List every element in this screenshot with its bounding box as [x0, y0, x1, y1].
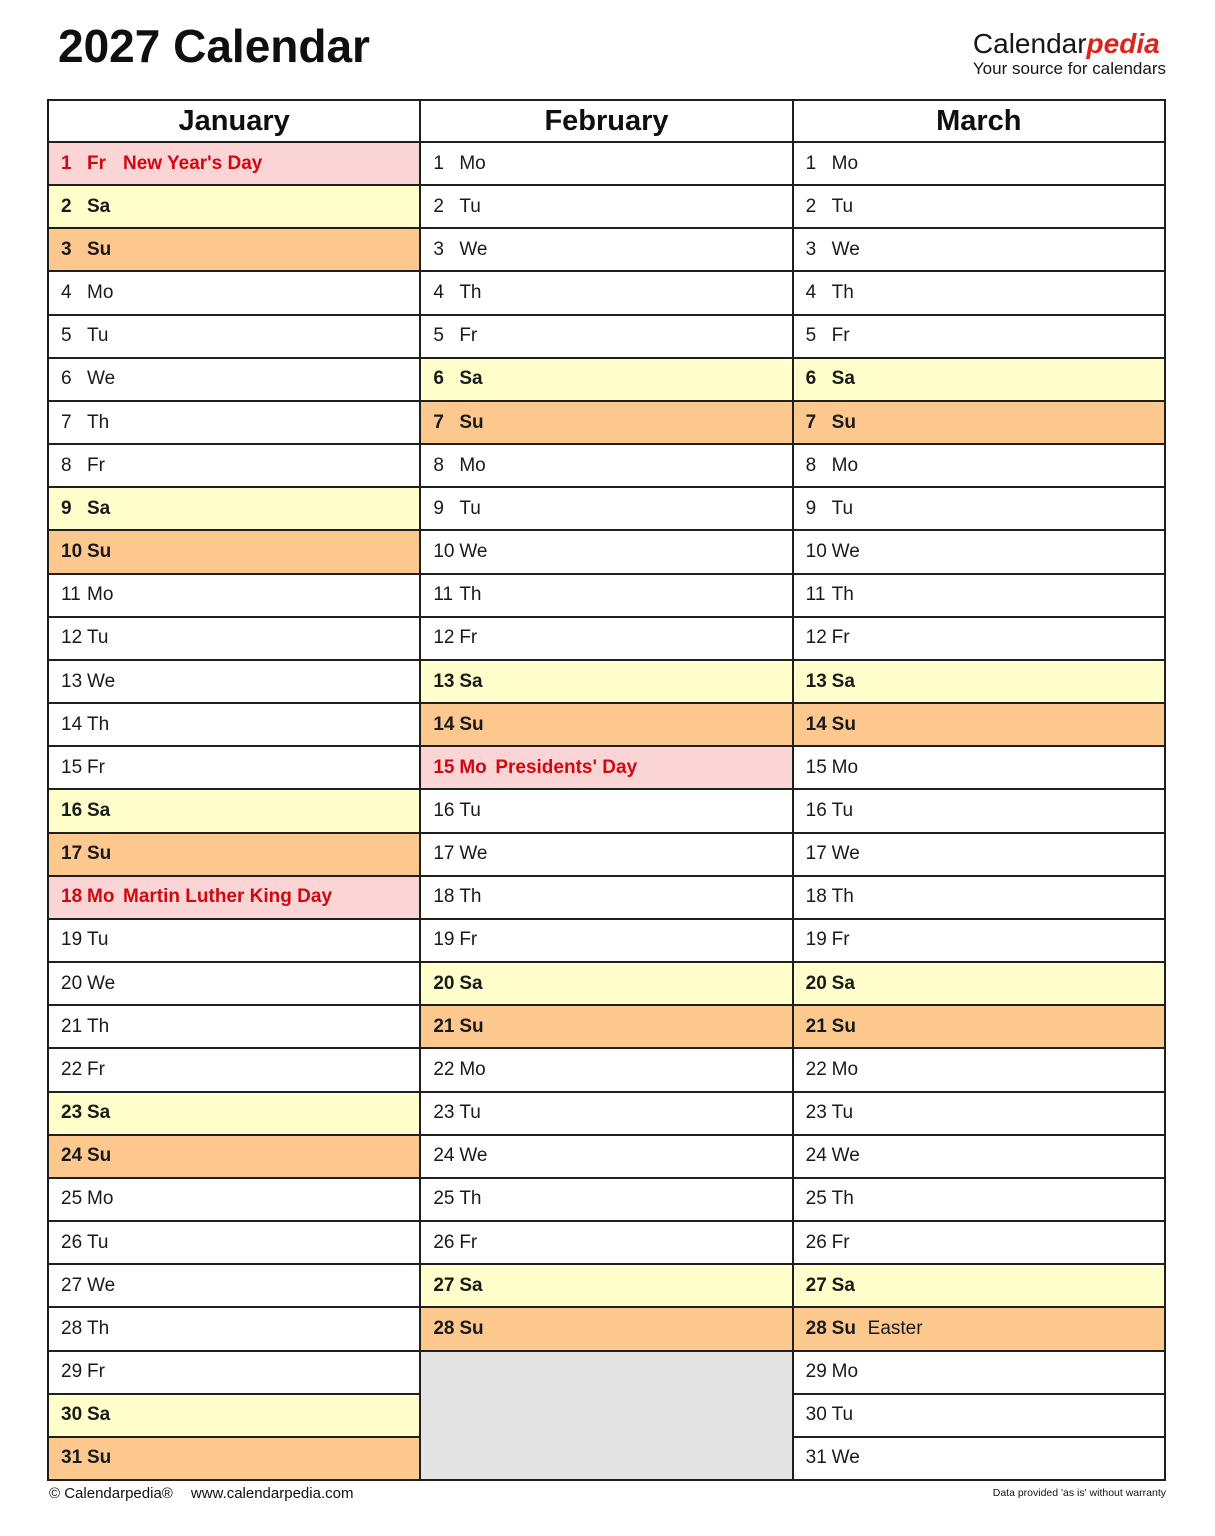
day-weekday: Tu: [459, 1102, 481, 1124]
day-january-18: [49, 877, 419, 918]
day-weekday: Tu: [831, 1102, 854, 1124]
day-number: 3: [805, 238, 817, 260]
day-january-3: [49, 229, 419, 270]
day-number: 31: [805, 1447, 827, 1469]
day-january-2: [49, 186, 419, 227]
day-january-23: [49, 1093, 419, 1134]
day-number: 9: [61, 497, 72, 519]
day-weekday: Tu: [459, 195, 481, 217]
day-number: 12: [61, 627, 83, 649]
logo-tagline: Your source for calendars: [972, 58, 1166, 78]
day-number: 20: [433, 972, 455, 994]
day-weekday: Mo: [87, 282, 114, 304]
day-number: 18: [433, 886, 455, 908]
day-weekday: We: [87, 670, 116, 692]
day-january-27: [49, 1265, 419, 1306]
day-january-6: [49, 359, 419, 400]
day-number: 5: [61, 325, 72, 347]
day-january-1: [49, 143, 419, 184]
copyright-text: © Calendarpedia®: [49, 1485, 173, 1502]
day-march-8: [794, 445, 1164, 486]
day-number: 6: [433, 368, 444, 390]
day-january-28: [49, 1308, 419, 1349]
day-march-17: [794, 834, 1164, 875]
day-february-27: [421, 1265, 791, 1306]
day-march-29: [794, 1352, 1164, 1393]
day-number: 9: [433, 497, 444, 519]
day-number: 28: [61, 1317, 83, 1339]
day-march-14: [794, 704, 1164, 745]
day-number: 25: [805, 1188, 827, 1210]
day-weekday: We: [831, 1447, 860, 1469]
day-january-26: [49, 1222, 419, 1263]
month-header-february: February: [421, 101, 791, 141]
day-number: 24: [61, 1145, 83, 1167]
day-february-24: [421, 1136, 791, 1177]
day-weekday: Th: [87, 411, 110, 433]
day-number: 22: [805, 1058, 827, 1080]
day-number: 11: [433, 584, 454, 606]
day-march-30: [794, 1395, 1164, 1436]
day-february-1: [421, 143, 791, 184]
day-february-28: [421, 1308, 791, 1349]
day-weekday: Su: [459, 1317, 484, 1339]
footer-disclaimer: Data provided 'as is' without warranty: [992, 1487, 1166, 1499]
day-march-4: [794, 272, 1164, 313]
day-march-9: [794, 488, 1164, 529]
day-january-16: [49, 790, 419, 831]
day-march-13: [794, 661, 1164, 702]
day-weekday: Mo: [831, 152, 859, 174]
day-march-28: [794, 1308, 1164, 1349]
day-weekday: Fr: [831, 627, 850, 649]
day-weekday: Sa: [831, 368, 855, 390]
day-march-3: [794, 229, 1164, 270]
day-january-17: [49, 834, 419, 875]
day-number: 1: [61, 152, 72, 174]
day-march-5: [794, 316, 1164, 357]
day-weekday: Su: [459, 713, 484, 735]
day-number: 24: [805, 1145, 827, 1167]
day-january-29: [49, 1352, 419, 1393]
day-weekday: Mo: [87, 584, 114, 606]
day-number: 7: [433, 411, 444, 433]
logo-wordmark: [973, 30, 1166, 59]
day-weekday: Tu: [831, 195, 854, 217]
day-february-8: [421, 445, 791, 486]
month-header-january: January: [49, 101, 419, 141]
day-number: 19: [61, 929, 83, 951]
day-number: 28: [433, 1317, 455, 1339]
day-february-3: [421, 229, 791, 270]
day-weekday: We: [87, 368, 116, 390]
day-february-13: [421, 661, 791, 702]
day-weekday: Th: [831, 584, 854, 606]
day-number: 27: [433, 1274, 455, 1296]
day-january-13: [49, 661, 419, 702]
day-march-2: [794, 186, 1164, 227]
day-weekday: Mo: [831, 756, 859, 778]
day-january-25: [49, 1179, 419, 1220]
day-weekday: Su: [831, 1015, 856, 1037]
empty-area-february: [421, 1352, 791, 1479]
day-january-12: [49, 618, 419, 659]
footer-copyright: [49, 1485, 353, 1502]
day-number: 22: [61, 1058, 83, 1080]
day-february-7: [421, 402, 791, 443]
day-march-20: [794, 963, 1164, 1004]
day-february-2: [421, 186, 791, 227]
day-march-23: [794, 1093, 1164, 1134]
day-number: 23: [433, 1102, 455, 1124]
day-number: 18: [805, 886, 827, 908]
day-weekday: Fr: [459, 627, 478, 649]
day-february-14: [421, 704, 791, 745]
day-weekday: Fr: [87, 1361, 105, 1383]
day-number: 21: [433, 1015, 455, 1037]
day-weekday: Th: [831, 1188, 854, 1210]
day-weekday: Tu: [831, 799, 854, 821]
day-february-12: [421, 618, 791, 659]
day-march-16: [794, 790, 1164, 831]
day-number: 11: [61, 584, 81, 606]
day-number: 4: [61, 282, 72, 304]
day-weekday: Fr: [831, 325, 850, 347]
day-weekday: We: [87, 1274, 116, 1296]
holiday-label: Easter: [867, 1317, 923, 1339]
day-march-18: [794, 877, 1164, 918]
day-number: 23: [805, 1102, 827, 1124]
day-march-19: [794, 920, 1164, 961]
day-number: 21: [61, 1015, 83, 1037]
day-weekday: Fr: [459, 929, 478, 951]
day-march-31: [794, 1438, 1164, 1479]
day-weekday: Sa: [87, 195, 111, 217]
day-weekday: We: [459, 843, 488, 865]
day-weekday: Fr: [459, 1231, 478, 1253]
day-february-6: [421, 359, 791, 400]
day-weekday: Mo: [87, 886, 115, 908]
day-weekday: We: [831, 541, 860, 563]
day-weekday: Sa: [87, 1102, 111, 1124]
holiday-label: New Year's Day: [123, 152, 263, 174]
day-number: 10: [433, 541, 455, 563]
day-weekday: Su: [87, 1145, 112, 1167]
day-number: 14: [805, 713, 827, 735]
day-february-4: [421, 272, 791, 313]
day-march-25: [794, 1179, 1164, 1220]
calendarpedia-logo: [973, 30, 1166, 77]
day-weekday: Sa: [459, 368, 483, 390]
day-weekday: Mo: [831, 454, 859, 476]
day-january-5: [49, 316, 419, 357]
day-january-9: [49, 488, 419, 529]
day-weekday: Mo: [459, 756, 487, 778]
day-number: 10: [805, 541, 827, 563]
day-february-26: [421, 1222, 791, 1263]
day-number: 4: [433, 282, 444, 304]
day-february-9: [421, 488, 791, 529]
day-march-6: [794, 359, 1164, 400]
day-number: 13: [805, 670, 827, 692]
day-weekday: Tu: [87, 325, 109, 347]
day-number: 2: [61, 195, 72, 217]
logo-text-red: pedia: [1086, 28, 1160, 59]
day-weekday: Th: [459, 1188, 482, 1210]
day-number: 2: [805, 195, 817, 217]
day-number: 29: [61, 1361, 83, 1383]
day-number: 8: [61, 454, 72, 476]
day-weekday: Mo: [459, 1058, 486, 1080]
day-february-15: [421, 747, 791, 788]
day-march-10: [794, 531, 1164, 572]
day-weekday: We: [831, 843, 860, 865]
day-weekday: Fr: [87, 454, 105, 476]
day-number: 8: [433, 454, 444, 476]
day-january-24: [49, 1136, 419, 1177]
day-number: 26: [805, 1231, 827, 1253]
day-number: 20: [805, 972, 827, 994]
day-weekday: Sa: [831, 1274, 855, 1296]
day-march-15: [794, 747, 1164, 788]
day-number: 20: [61, 972, 83, 994]
day-number: 1: [433, 152, 444, 174]
day-number: 27: [61, 1274, 83, 1296]
day-january-15: [49, 747, 419, 788]
day-february-10: [421, 531, 791, 572]
day-weekday: Sa: [87, 1404, 111, 1426]
day-number: 14: [433, 713, 455, 735]
day-february-19: [421, 920, 791, 961]
day-number: 19: [805, 929, 827, 951]
day-number: 7: [805, 411, 817, 433]
day-number: 25: [61, 1188, 83, 1210]
day-weekday: Th: [87, 713, 110, 735]
day-number: 16: [805, 799, 827, 821]
day-number: 5: [805, 325, 817, 347]
day-weekday: Fr: [87, 1058, 105, 1080]
day-weekday: Su: [831, 1317, 856, 1339]
day-weekday: Tu: [87, 1231, 109, 1253]
holiday-label: Presidents' Day: [495, 756, 638, 778]
logo-text-black: Calendar: [972, 28, 1087, 59]
day-weekday: Sa: [459, 670, 483, 692]
day-weekday: We: [831, 1145, 860, 1167]
day-weekday: Mo: [831, 1058, 859, 1080]
day-number: 12: [433, 627, 455, 649]
day-weekday: Tu: [459, 799, 481, 821]
day-weekday: We: [831, 238, 860, 260]
day-number: 9: [805, 497, 817, 519]
day-number: 6: [61, 368, 72, 390]
day-number: 15: [433, 756, 455, 778]
day-march-11: [794, 575, 1164, 616]
day-weekday: Th: [459, 886, 482, 908]
day-weekday: Mo: [87, 1188, 114, 1210]
day-number: 3: [61, 238, 72, 260]
day-january-21: [49, 1006, 419, 1047]
day-february-17: [421, 834, 791, 875]
day-january-8: [49, 445, 419, 486]
day-number: 4: [805, 282, 817, 304]
day-weekday: Su: [87, 541, 112, 563]
day-number: 13: [433, 670, 455, 692]
day-number: 7: [61, 411, 72, 433]
day-january-4: [49, 272, 419, 313]
day-weekday: We: [459, 238, 488, 260]
day-february-21: [421, 1006, 791, 1047]
day-number: 15: [805, 756, 827, 778]
day-january-14: [49, 704, 419, 745]
day-february-23: [421, 1093, 791, 1134]
day-weekday: Th: [459, 282, 482, 304]
day-weekday: Sa: [831, 670, 855, 692]
day-weekday: Th: [87, 1015, 110, 1037]
month-header-march: March: [794, 101, 1164, 141]
day-weekday: Sa: [831, 972, 855, 994]
day-number: 12: [805, 627, 827, 649]
day-weekday: Su: [831, 411, 856, 433]
day-weekday: Tu: [87, 627, 109, 649]
day-number: 2: [433, 195, 444, 217]
day-february-5: [421, 316, 791, 357]
day-number: 17: [805, 843, 827, 865]
day-number: 30: [805, 1404, 827, 1426]
day-january-19: [49, 920, 419, 961]
day-weekday: Sa: [459, 1274, 483, 1296]
day-number: 23: [61, 1102, 83, 1124]
day-weekday: Mo: [459, 152, 486, 174]
day-number: 10: [61, 541, 83, 563]
day-weekday: Th: [831, 886, 854, 908]
day-january-30: [49, 1395, 419, 1436]
day-weekday: We: [459, 1145, 488, 1167]
day-february-22: [421, 1049, 791, 1090]
day-number: 28: [805, 1317, 827, 1339]
day-weekday: Su: [87, 238, 112, 260]
day-weekday: Fr: [831, 1231, 850, 1253]
day-february-25: [421, 1179, 791, 1220]
day-number: 19: [433, 929, 455, 951]
day-february-11: [421, 575, 791, 616]
day-number: 3: [433, 238, 444, 260]
day-weekday: Tu: [459, 497, 481, 519]
holiday-label: Martin Luther King Day: [123, 886, 333, 908]
day-january-22: [49, 1049, 419, 1090]
day-number: 1: [805, 152, 817, 174]
day-weekday: We: [459, 541, 488, 563]
day-march-24: [794, 1136, 1164, 1177]
day-march-22: [794, 1049, 1164, 1090]
day-weekday: Tu: [831, 1404, 854, 1426]
day-number: 27: [805, 1274, 827, 1296]
day-march-7: [794, 402, 1164, 443]
day-weekday: Fr: [459, 325, 478, 347]
day-weekday: Tu: [831, 497, 854, 519]
day-number: 25: [433, 1188, 455, 1210]
day-number: 6: [805, 368, 817, 390]
page-title: 2027 Calendar: [58, 20, 370, 72]
day-march-27: [794, 1265, 1164, 1306]
day-number: 14: [61, 713, 83, 735]
day-number: 30: [61, 1404, 83, 1426]
day-march-1: [794, 143, 1164, 184]
day-weekday: Sa: [87, 497, 111, 519]
day-february-18: [421, 877, 791, 918]
day-march-26: [794, 1222, 1164, 1263]
day-weekday: Th: [831, 282, 854, 304]
day-number: 29: [805, 1361, 827, 1383]
day-number: 26: [61, 1231, 83, 1253]
day-number: 8: [805, 454, 817, 476]
day-january-7: [49, 402, 419, 443]
day-number: 17: [433, 843, 455, 865]
day-number: 16: [61, 799, 83, 821]
day-weekday: Fr: [831, 929, 850, 951]
day-january-11: [49, 575, 419, 616]
day-january-31: [49, 1438, 419, 1479]
day-weekday: Su: [831, 713, 856, 735]
day-weekday: Tu: [87, 929, 109, 951]
day-weekday: Fr: [87, 756, 105, 778]
day-weekday: Mo: [459, 454, 486, 476]
day-march-12: [794, 618, 1164, 659]
day-january-20: [49, 963, 419, 1004]
day-number: 24: [433, 1145, 455, 1167]
day-february-20: [421, 963, 791, 1004]
day-weekday: Fr: [87, 152, 106, 174]
website-url: www.calendarpedia.com: [190, 1485, 354, 1502]
day-number: 13: [61, 670, 83, 692]
day-number: 26: [433, 1231, 455, 1253]
day-number: 18: [61, 886, 83, 908]
day-january-10: [49, 531, 419, 572]
day-weekday: Sa: [87, 799, 111, 821]
day-february-16: [421, 790, 791, 831]
day-march-21: [794, 1006, 1164, 1047]
day-number: 16: [433, 799, 455, 821]
day-weekday: Su: [87, 843, 112, 865]
calendar-table: [47, 99, 1166, 1481]
day-weekday: Th: [87, 1317, 110, 1339]
day-number: 17: [61, 843, 83, 865]
day-number: 22: [433, 1058, 455, 1080]
day-weekday: We: [87, 972, 116, 994]
day-weekday: Su: [459, 411, 484, 433]
day-weekday: Th: [459, 584, 482, 606]
day-weekday: Su: [87, 1447, 112, 1469]
day-weekday: Sa: [459, 972, 483, 994]
day-weekday: Su: [459, 1015, 484, 1037]
day-number: 15: [61, 756, 83, 778]
day-number: 31: [61, 1447, 83, 1469]
day-number: 5: [433, 325, 444, 347]
day-weekday: Mo: [831, 1361, 859, 1383]
day-number: 21: [805, 1015, 827, 1037]
day-number: 11: [805, 584, 826, 606]
